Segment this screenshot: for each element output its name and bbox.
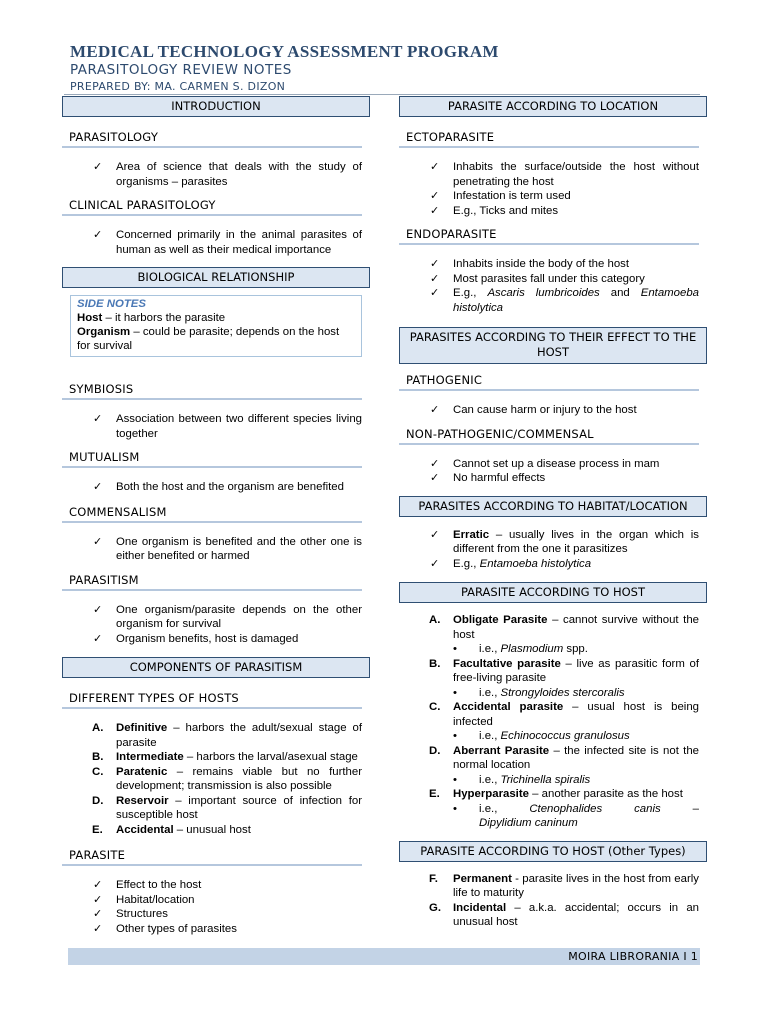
list-item (399, 901, 707, 930)
list-item (62, 765, 370, 794)
definition: – usually lives in the organ which is different from the one it parasitizes (453, 528, 699, 555)
text: i.e., (479, 773, 501, 786)
list-habitat (399, 528, 707, 572)
list-marker: D. (429, 744, 441, 757)
list-item (399, 286, 707, 315)
list-commensalism (62, 535, 370, 564)
term: Definitive (116, 722, 168, 734)
heading-mutualism: MUTUALISM (62, 449, 362, 468)
list-item: ✓ Other types of parasites (62, 922, 370, 937)
document-subtitle: PARASITOLOGY REVIEW NOTES (70, 62, 292, 78)
list-item (399, 613, 707, 642)
heading-pathogenic: PATHOGENIC (399, 372, 699, 391)
term: Permanent (453, 872, 512, 885)
list-item: ✓ Structures (62, 907, 370, 922)
list-item: ✓ Inhabits inside the body of the host (399, 257, 707, 272)
text: spp. (563, 643, 588, 655)
text: E.g., (453, 557, 480, 570)
term: Intermediate (116, 751, 184, 763)
list-marker: C. (92, 765, 104, 778)
species-name: Ascaris lumbricoides (487, 287, 600, 299)
list-item (399, 700, 707, 729)
list-item: ✓ Association between two different species living together (62, 412, 370, 441)
term: Facultative parasite (453, 657, 561, 670)
list-mutualism (62, 480, 370, 495)
species-name: Trichinella spiralis (500, 773, 591, 786)
term: Incidental (453, 901, 507, 914)
list-item: ✓ One organism is benefited and the other one is either benefited or harmed (62, 535, 370, 564)
section-habitat-location: PARASITES ACCORDING TO HABITAT/LOCATION (399, 496, 707, 517)
term: Accidental parasite (453, 701, 564, 713)
heading-parasite: PARASITE (62, 847, 362, 866)
list-marker: C. (429, 701, 441, 713)
list-item (62, 794, 370, 823)
list-item: ✓ One organism/parasite depends on the other organism for survival (62, 603, 370, 632)
text: and (599, 287, 641, 299)
right-column (399, 96, 707, 930)
section-according-to-host: PARASITE ACCORDING TO HOST (399, 582, 707, 603)
text: • i.e., (479, 802, 498, 815)
species-name: canis (634, 802, 661, 815)
example-item (399, 773, 707, 788)
heading-ectoparasite: ECTOPARASITE (399, 129, 699, 148)
definition: – another parasite as the host (528, 788, 683, 800)
list-marker: A. (429, 614, 441, 626)
example-item (399, 802, 707, 831)
list-item: ✓ Cannot set up a disease process in mam (399, 457, 707, 472)
species-name: Plasmodium (500, 643, 564, 655)
list-marker: E. (429, 788, 440, 800)
list-symbiosis (62, 412, 370, 441)
section-introduction: INTRODUCTION (62, 96, 370, 117)
heading-parasitology: PARASITOLOGY (62, 129, 362, 148)
def-organism: – could be parasite; depends on the host for survival (77, 326, 340, 352)
list-item (399, 744, 707, 773)
list-parasite (62, 878, 370, 936)
definition: – harbors the adult/sexual stage of parasite (116, 722, 362, 749)
term: Obligate Parasite (453, 614, 548, 626)
section-parasite-location: PARASITE ACCORDING TO LOCATION (399, 96, 707, 117)
definition: – live as parasitic form of free-living parasite (453, 657, 699, 684)
text: E.g., (453, 287, 488, 299)
definition: – remains viable but no further development; transmission is also possible (116, 765, 362, 792)
heading-types-of-hosts: DIFFERENT TYPES OF HOSTS (62, 690, 362, 709)
list-marker: G. (429, 901, 442, 914)
list-marker: F. (429, 872, 438, 885)
list-item: ✓ Inhabits the surface/outside the host without penetrating the host (399, 160, 707, 189)
list-marker: B. (92, 751, 104, 763)
term-host: Host (77, 312, 103, 324)
term: Aberrant Parasite (453, 744, 550, 757)
list-according-to-host (399, 613, 707, 831)
list-pathogenic (399, 403, 707, 418)
def-host: – it harbors the parasite (102, 312, 226, 324)
list-parasitism (62, 603, 370, 647)
heading-non-pathogenic: NON-PATHOGENIC/COMMENSAL (399, 426, 699, 445)
list-marker: D. (92, 794, 104, 807)
heading-symbiosis: SYMBIOSIS (62, 381, 362, 400)
list-parasitology (62, 160, 370, 189)
list-item (399, 872, 707, 901)
example-item (399, 642, 707, 657)
list-marker: B. (429, 657, 441, 670)
list-item (62, 823, 370, 838)
example-item (399, 729, 707, 744)
side-note-host (77, 311, 355, 325)
definition: – cannot survive without the host (453, 614, 699, 641)
side-notes-box (70, 295, 362, 357)
species-name: Strongyloides stercoralis (500, 686, 625, 699)
section-host-other-types: PARASITE ACCORDING TO HOST (Other Types) (399, 841, 707, 862)
species-name: Entamoeba histolytica (479, 557, 592, 570)
section-biological-relationship: BIOLOGICAL RELATIONSHIP (62, 267, 370, 288)
left-column (62, 96, 370, 936)
page-footer: MOIRA LIBRORANIA I 1 (68, 948, 700, 965)
section-components-of-parasitism: COMPONENTS OF PARASITISM (62, 657, 370, 678)
list-non-pathogenic (399, 457, 707, 486)
section-effect-to-host: PARASITES ACCORDING TO THEIR EFFECT TO THE HOST (399, 327, 707, 364)
text: – (692, 802, 699, 815)
list-item: ✓ Concerned primarily in the animal parasites of human as well as their medical importance (62, 228, 370, 257)
definition: - parasite lives in the host from early life to maturity (453, 872, 699, 899)
prepared-by: PREPARED BY: MA. CARMEN S. DIZON (70, 80, 286, 93)
list-item: ✓ Most parasites fall under this category (399, 272, 707, 287)
term-organism: Organism (77, 326, 131, 338)
side-note-organism (77, 325, 355, 353)
list-host-types (62, 721, 370, 837)
species-name: Ctenophalides (529, 802, 603, 815)
text: i.e., (479, 730, 501, 742)
term: Accidental (116, 823, 174, 836)
list-marker: E. (92, 823, 103, 836)
species-name: Dipylidium caninum (479, 817, 578, 829)
document-title: MEDICAL TECHNOLOGY ASSESSMENT PROGRAM (70, 42, 499, 61)
list-clinical (62, 228, 370, 257)
list-item: ✓ Both the host and the organism are benefited (62, 480, 370, 495)
side-notes-title: SIDE NOTES (77, 298, 146, 310)
list-item (62, 750, 370, 765)
term: Hyperparasite (453, 788, 529, 800)
list-endoparasite (399, 257, 707, 315)
example-item (399, 686, 707, 701)
heading-commensalism: COMMENSALISM (62, 504, 362, 523)
term: Reservoir (116, 794, 169, 807)
definition: – unusual host (173, 823, 251, 836)
header-divider (64, 94, 700, 95)
definition: – important source of infection for susceptible host (116, 794, 362, 821)
definition: – harbors the larval/asexual stage (183, 751, 358, 763)
list-item: ✓ Effect to the host (62, 878, 370, 893)
list-item (399, 528, 707, 557)
species-name: Echinococcus granulosus (500, 730, 630, 742)
text: i.e., (479, 686, 501, 699)
heading-clinical-parasitology: CLINICAL PARASITOLOGY (62, 197, 362, 216)
list-item: ✓ Area of science that deals with the study of organisms – parasites (62, 160, 370, 189)
definition: – the infected site is not the normal location (453, 744, 700, 771)
list-item: ✓ No harmful effects (399, 471, 707, 486)
list-item (62, 721, 370, 750)
heading-endoparasite: ENDOPARASITE (399, 226, 699, 245)
heading-parasitism: PARASITISM (62, 572, 362, 591)
list-item: ✓ Can cause harm or injury to the host (399, 403, 707, 418)
text: i.e., (479, 643, 501, 655)
definition: – a.k.a. accidental; occurs in an unusual host (453, 901, 699, 928)
list-ectoparasite (399, 160, 707, 218)
list-item: ✓ Habitat/location (62, 893, 370, 908)
definition: – usual host is being infected (453, 701, 699, 728)
list-item (399, 787, 707, 802)
list-item: ✓ Organism benefits, host is damaged (62, 632, 370, 647)
term: Paratenic (116, 765, 168, 778)
list-host-other-types (399, 872, 707, 930)
list-item: ✓ Infestation is term used (399, 189, 707, 204)
species-name: Entamoeba histolytica (453, 287, 700, 314)
document-header (70, 42, 710, 94)
list-marker: A. (92, 722, 104, 734)
list-item: ✓ E.g., Ticks and mites (399, 204, 707, 219)
term: Erratic (453, 528, 490, 541)
list-item (399, 657, 707, 686)
list-item (399, 557, 707, 572)
example-line (479, 802, 699, 817)
